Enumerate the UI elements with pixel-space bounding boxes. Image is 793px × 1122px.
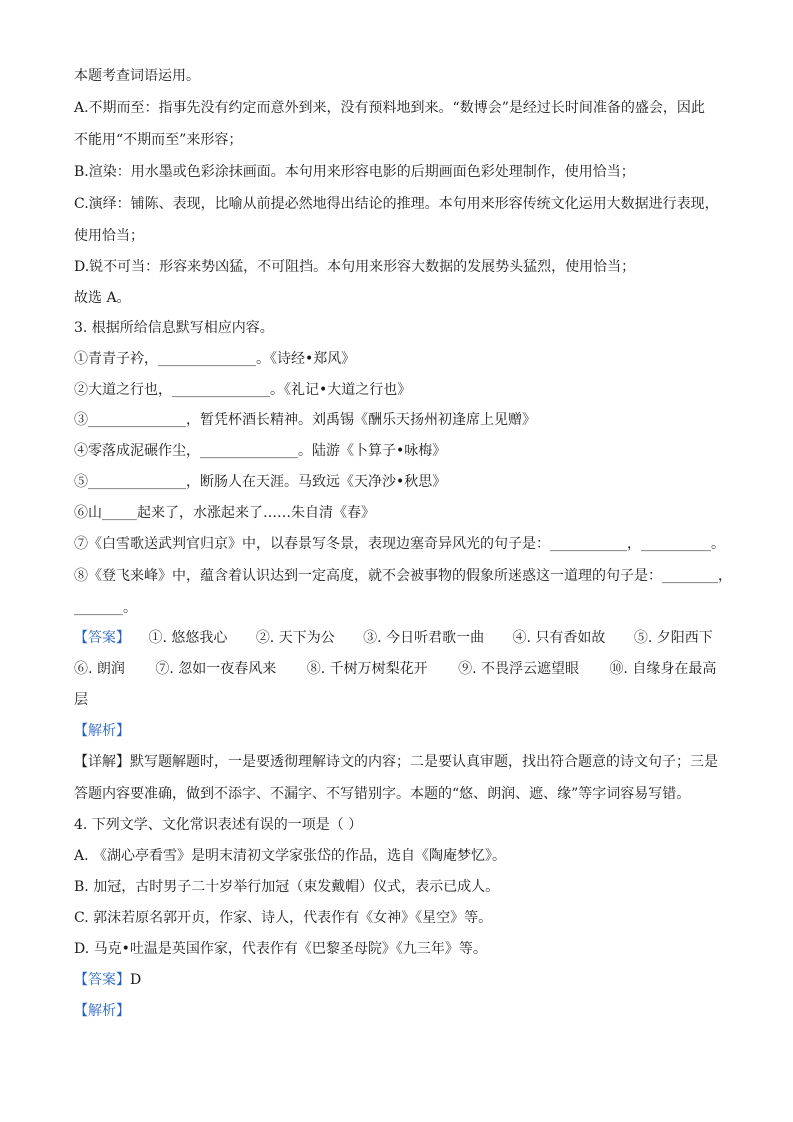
answer-text: 只有香如故 xyxy=(535,630,606,646)
answer-num: ①. xyxy=(148,630,167,646)
option-c: C. 郭沫若原名郭开贞，作家、诗人，代表作有《女神》《星空》等。 xyxy=(74,910,493,926)
answer-text: 今日听君歌一曲 xyxy=(386,630,485,646)
answer-num: ⑨. xyxy=(458,661,477,677)
answer-row xyxy=(74,970,141,990)
text-line: ⑥山_____起来了，水涨起来了……朱自清《春》 xyxy=(74,505,375,521)
text-line: _______。 xyxy=(74,600,137,616)
answer-value: D xyxy=(130,972,142,988)
answer-text: 夕阳西下 xyxy=(656,630,713,646)
text-line: 故选 A。 xyxy=(74,290,131,306)
answer-row xyxy=(74,659,716,679)
answer-text: 天下为公 xyxy=(278,630,335,646)
text-line: 使用恰当； xyxy=(74,228,144,244)
question-title: 3. 根据所给信息默写相应内容。 xyxy=(74,320,274,336)
option-d: D. 马克•吐温是英国作家，代表作有《巴黎圣母院》《九三年》等。 xyxy=(74,941,487,957)
detail-line xyxy=(74,752,718,772)
text-line: ⑦《白雪歌送武判官归京》中，以春景写冬景，表现边塞奇异风光的句子是：___________，__________。 xyxy=(74,536,725,552)
answer-num: ⑤. xyxy=(633,630,653,646)
answer-num: ③. xyxy=(363,630,382,646)
question-title: 4. 下列文学、文化常识表述有误的一项是（ ） xyxy=(74,817,363,833)
answer-label: 【答案】 xyxy=(74,972,130,988)
text-line: ①青青子衿，______________。《诗经•郑风》 xyxy=(74,351,356,367)
text-line: ⑧《登飞来峰》中，蕴含着认识达到一定高度，就不会被事物的假象所迷惑这一道理的句子是：________， xyxy=(74,568,732,584)
text-line: 不能用“不期而至”来形容； xyxy=(74,132,243,148)
answer-num: ②. xyxy=(255,630,275,646)
analysis-label: 【解析】 xyxy=(74,1003,130,1019)
text-line: C.演绎：铺陈、表现，比喻从前提必然地得出结论的推理。本句用来形容传统文化运用大数据进行表现， xyxy=(74,196,719,212)
detail-label: 【详解】 xyxy=(74,754,130,770)
answer-num: ⑦. xyxy=(155,661,174,677)
answer-num: ⑧. xyxy=(306,661,326,677)
answer-wrap: 层 xyxy=(74,692,88,708)
analysis-label: 【解析】 xyxy=(74,723,130,739)
answer-text: 不畏浮云遮望眼 xyxy=(480,661,579,677)
answer-num: ⑩. xyxy=(609,661,628,677)
answer-text: 悠悠我心 xyxy=(171,630,228,646)
answer-num: ④. xyxy=(512,630,531,646)
option-b: B. 加冠，古时男子二十岁举行加冠（束发戴帽）仪式，表示已成人。 xyxy=(74,879,500,895)
text-line: B.渲染：用水墨或色彩涂抹画面。本句用来形容电影的后期画面色彩处理制作，使用恰当； xyxy=(74,164,635,180)
text-line: A.不期而至：指事先没有约定而意外到来，没有预料地到来。“数博会”是经过长时间准备的盛会，因此 xyxy=(74,100,705,116)
answer-row xyxy=(74,628,713,648)
answer-text: 千树万树梨花开 xyxy=(329,661,428,677)
text-line: D.锐不可当：形容来势凶猛，不可阻挡。本句用来形容大数据的发展势头猛烈，使用恰当； xyxy=(74,259,636,275)
text-line: ②大道之行也，______________。《礼记•大道之行也》 xyxy=(74,382,412,398)
answer-text: 自缘身在最高 xyxy=(632,661,717,677)
detail-line: 答题内容要准确，做到不添字、不漏字、不写错别字。本题的“悠、朗润、遮、缘”等字词容易写错。 xyxy=(74,786,691,802)
option-a: A. 《湖心亭看雪》是明末清初文学家张岱的作品，选自《陶庵梦忆》。 xyxy=(74,848,507,864)
text-line: 本题考查词语运用。 xyxy=(74,68,200,84)
detail-text: 默写题解题时，一是要透彻理解诗文的内容；二是要认真审题，找出符合题意的诗文句子；三是 xyxy=(130,754,718,770)
answer-text: 朗润 xyxy=(96,661,125,677)
answer-label: 【答案】 xyxy=(74,630,130,646)
text-line: ③______________，暂凭杯酒长精神。刘禹锡《酬乐天扬州初逢席上见赠》 xyxy=(74,412,536,428)
answer-text: 忽如一夜春风来 xyxy=(178,661,277,677)
answer-num: ⑥. xyxy=(74,661,93,677)
text-line: ④零落成泥碾作尘，______________。陆游《卜算子•咏梅》 xyxy=(74,443,447,459)
text-line: ⑤______________，断肠人在天涯。马致远《天净沙•秋思》 xyxy=(74,474,447,490)
